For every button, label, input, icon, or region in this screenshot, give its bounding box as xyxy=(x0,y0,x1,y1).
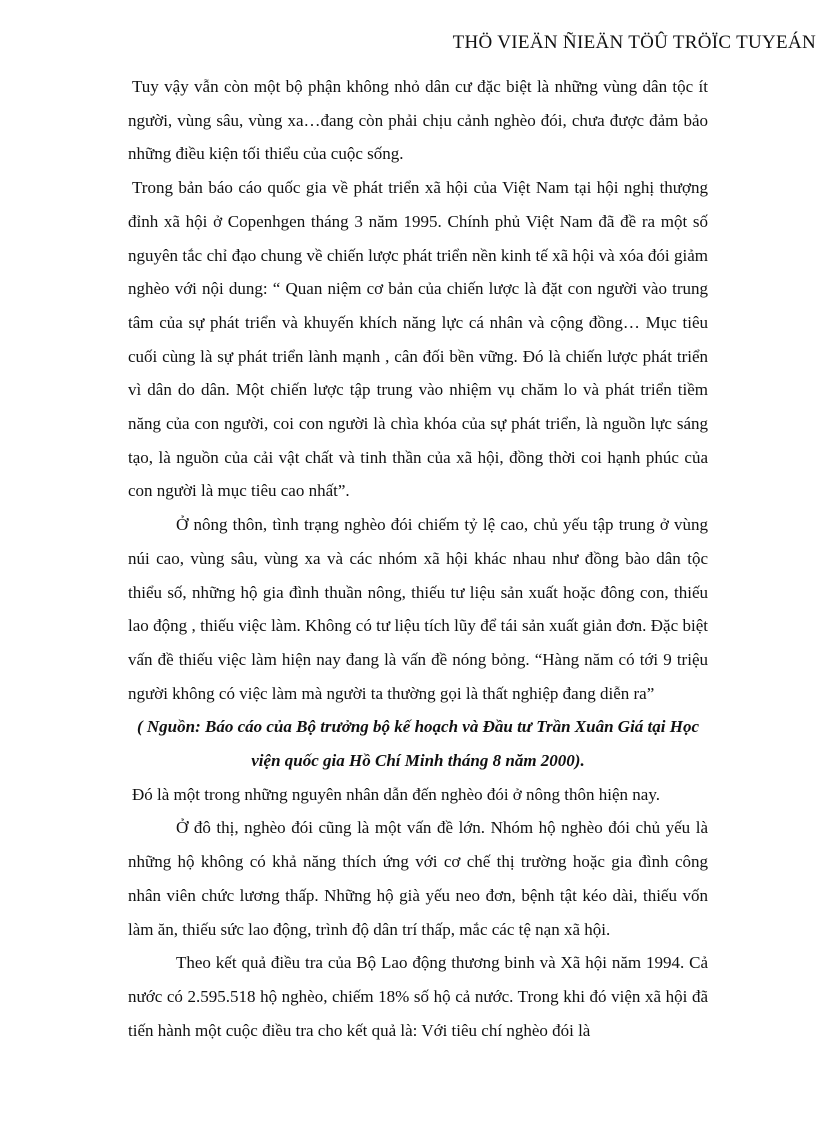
paragraph-urban: Ở đô thị, nghèo đói cũng là một vấn đề lớn. Nhóm hộ nghèo đói chủ yếu là những hộ không có khả năng thích ứng với cơ chế thị trường hoặc gia đình công nhân viên chức lương thấp. Những hộ già yếu neo đơn, bệnh tật kéo dài, thiếu vốn làm ăn, thiếu sức lao động, trình độ dân trí thấp, mắc các tệ nạn xã hội. xyxy=(128,818,708,939)
paragraph-rural: Ở nông thôn, tình trạng nghèo đói chiếm tỷ lệ cao, chủ yếu tập trung ở vùng núi cao, vùng sâu, vùng xa và các nhóm xã hội khác nhau như đồng bào dân tộc thiểu số, những hộ gia đình thuần nông, thiếu tư liệu sản xuất hoặc đông con, thiếu lao động , thiếu việc làm. Không có tư liệu tích lũy để tái sản xuất giản đơn. Đặc biệt vấn đề thiếu việc làm hiện nay đang là vấn đề nóng bỏng. “Hàng năm có tới 9 triệu người không có việc làm mà người ta thường gọi là thất nghiệp đang diễn ra” xyxy=(128,515,708,703)
paragraph-survey: Theo kết quả điều tra của Bộ Lao động thương binh và Xã hội năm 1994. Cả nước có 2.595.518 hộ nghèo, chiếm 18% số hộ cả nước. Trong khi đó viện xã hội đã tiến hành một cuộc điều tra cho kết quả là: Với tiêu chí nghèo đói là xyxy=(128,953,708,1040)
page-header: THÖ VIEÄN ÑIEÄN TÖÛ TRÖÏC TUYEÁN xyxy=(452,32,816,53)
paragraph-intro: Tuy vậy vẫn còn một bộ phận không nhỏ dân cư đặc biệt là những vùng dân tộc ít người, vùng sâu, vùng xa…đang còn phải chịu cảnh nghèo đói, chưa được đảm bảo những điều kiện tối thiểu của cuộc sống. xyxy=(128,77,708,164)
source-citation: ( Nguồn: Báo cáo của Bộ trưởng bộ kế hoạch và Đầu tư Trần Xuân Giá tại Học viện quốc gia Hồ Chí Minh tháng 8 năm 2000). xyxy=(136,717,700,771)
paragraph-cause: Đó là một trong những nguyên nhân dẫn đến nghèo đói ở nông thôn hiện nay. xyxy=(132,784,660,804)
body-text xyxy=(128,70,708,1047)
paragraph-national-report: Trong bản báo cáo quốc gia về phát triển xã hội của Việt Nam tại hội nghị thượng đỉnh xã hội ở Copenhgen tháng 3 năm 1995. Chính phủ Việt Nam đã đề ra một số nguyên tắc chỉ đạo chung về chiến lược phát triển nền kinh tế xã hội và xóa đói giảm nghèo với nội dung: “ Quan niệm cơ bản của chiến lược là đặt con người vào trung tâm của sự phát triển và khuyến khích năng lực cá nhân và cộng đồng… Mục tiêu cuối cùng là sự phát triển lành mạnh , cân đối bền vững. Đó là chiến lược phát triển vì dân do dân. Một chiến lược tập trung vào nhiệm vụ chăm lo và phát triển tiềm năng của con người, coi con người là chìa khóa của sự phát triển, là nguồn lực sáng tạo, là nguồn của cải vật chất và tinh thần của xã hội, đồng thời coi hạnh phúc của con người là mục tiêu cao nhất”. xyxy=(128,178,708,501)
